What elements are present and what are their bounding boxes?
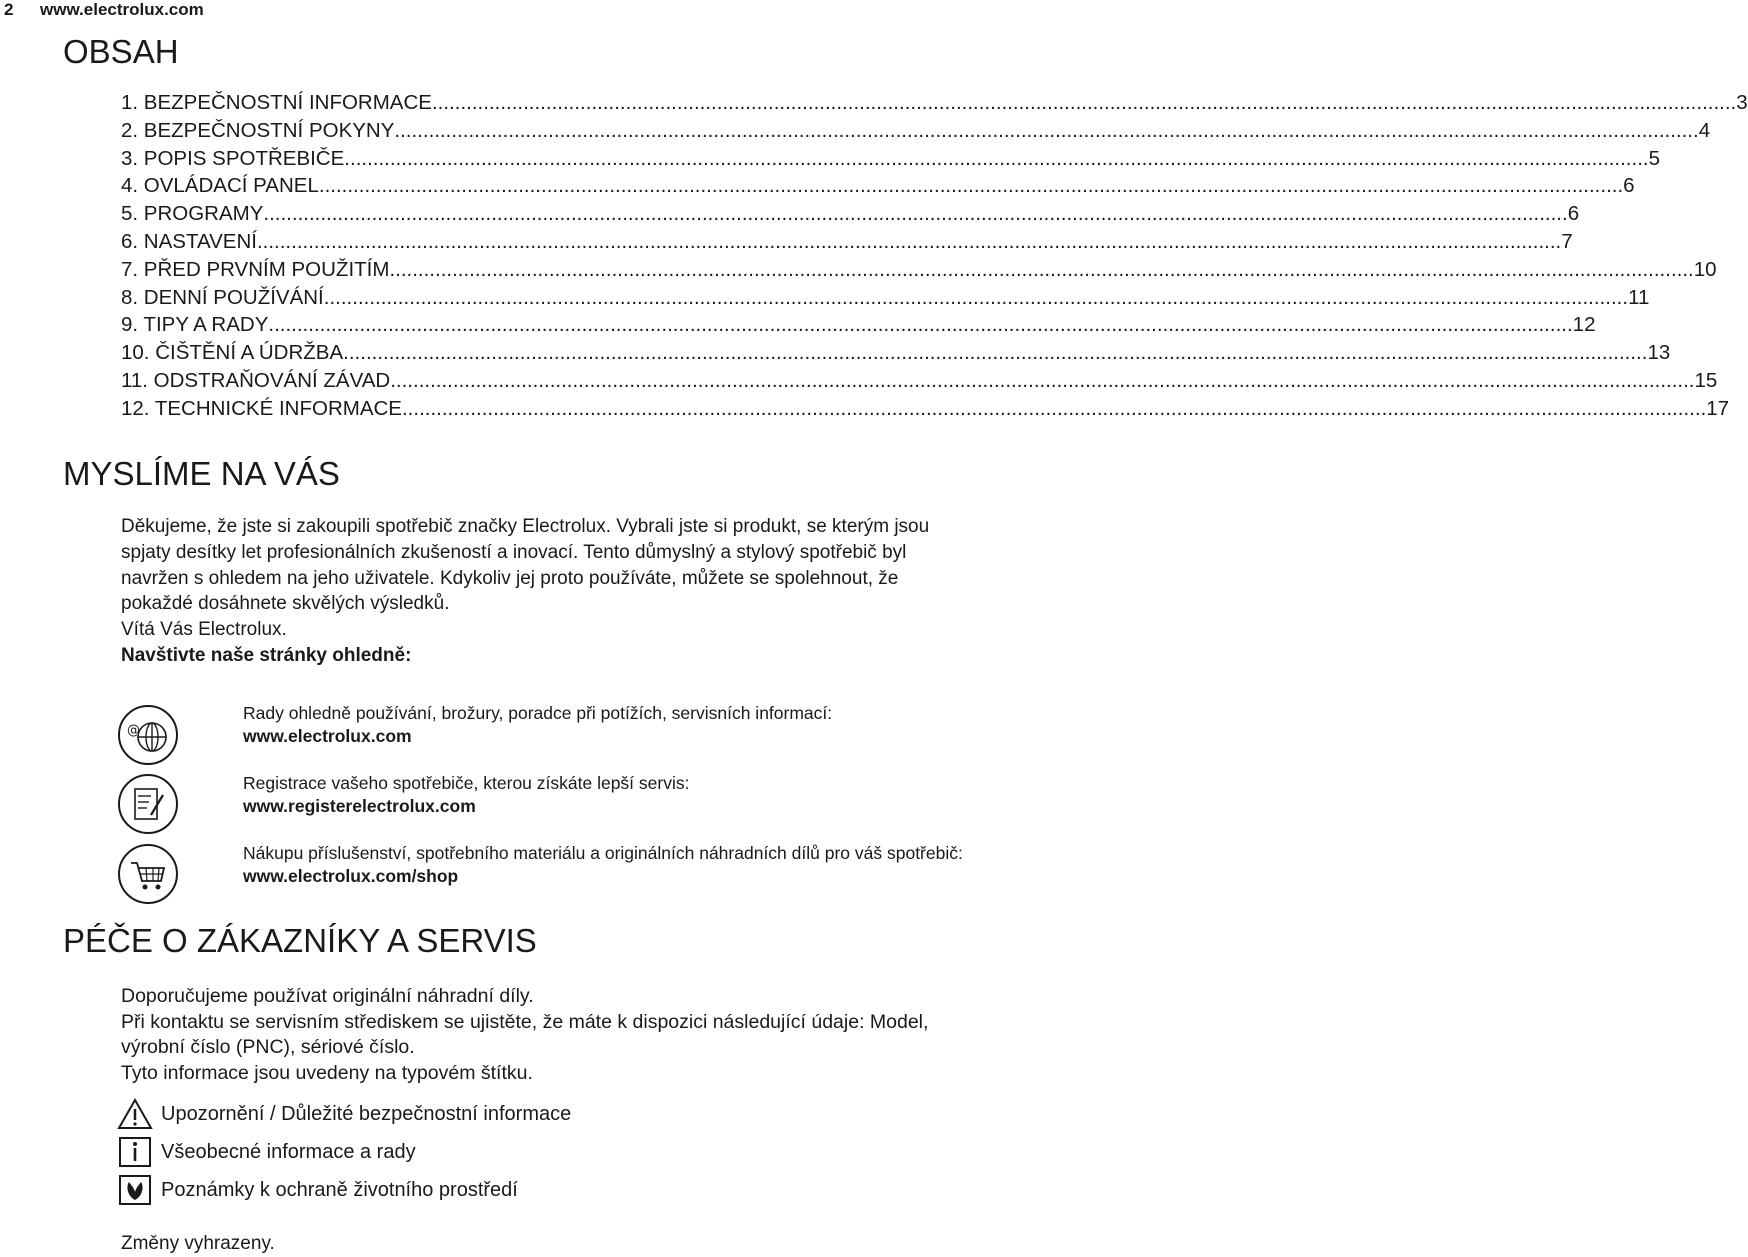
legend-item: [117, 1171, 571, 1209]
toc-item[interactable]: 5. PROGRAMY ..... 6: [121, 202, 962, 230]
link-url[interactable]: www.registerelectrolux.com: [243, 796, 476, 816]
link-description: Registrace vašeho spotřebiče, kterou získáte lepší servis:: [243, 773, 690, 793]
table-of-contents: [121, 91, 1748, 425]
toc-item[interactable]: 3. POPIS SPOTŘEBIČE ..... 5: [121, 147, 962, 175]
link-description: Nákupu příslušenství, spotřebního materiálu a originálních náhradních dílů pro váš spotřebič:: [243, 843, 963, 863]
page-header: [4, 0, 204, 20]
care-line: Tyto informace jsou uvedeny na typovém štítku.: [121, 1061, 533, 1084]
care-text: [121, 984, 961, 1086]
site-url[interactable]: www.electrolux.com: [40, 0, 204, 19]
svg-text:@: @: [127, 723, 140, 738]
toc-item[interactable]: 4. OVLÁDACÍ PANEL ..... 6: [121, 174, 962, 202]
care-line: Doporučujeme používat originální náhradní díly.: [121, 985, 534, 1007]
page-number: 2: [4, 0, 14, 19]
toc-item[interactable]: 10. ČIŠTĚNÍ A ÚDRŽBA ..... 13: [121, 341, 962, 369]
info-icon: [117, 1136, 153, 1168]
care-line: Při kontaktu se servisním střediskem se ujistěte, že máte k dispozici následující údaje: Model, výrobní číslo (PNC), sériové číslo.: [121, 1010, 929, 1059]
legend-item: [117, 1133, 571, 1171]
toc-title: OBSAH: [63, 33, 179, 70]
toc-item[interactable]: 7. PŘED PRVNÍM POUŽITÍM ..... 10: [121, 258, 962, 286]
legend-item: [117, 1095, 571, 1133]
link-url[interactable]: www.electrolux.com: [243, 726, 412, 746]
section-title-thinking: MYSLÍME NA VÁS: [63, 455, 340, 492]
warning-triangle-icon: [117, 1098, 153, 1130]
globe-icon: [117, 704, 179, 766]
visit-heading: Navštivte naše stránky ohledně:: [121, 644, 412, 666]
registration-form-icon: [117, 773, 179, 835]
toc-item[interactable]: 6. NASTAVENÍ ..... 7: [121, 230, 962, 258]
toc-item[interactable]: 9. TIPY A RADY ..... 12: [121, 313, 962, 341]
toc-item[interactable]: 2. BEZPEČNOSTNÍ POKYNY ..... 4: [121, 119, 962, 147]
toc-item[interactable]: 12. TECHNICKÉ INFORMACE ..... 17: [121, 397, 962, 425]
shopping-cart-icon: [117, 843, 179, 905]
section-title-care: PÉČE O ZÁKAZNÍKY A SERVIS: [63, 922, 537, 959]
toc-item[interactable]: 11. ODSTRAŇOVÁNÍ ZÁVAD ..... 15: [121, 369, 962, 397]
link-description: Rady ohledně používání, brožury, poradce při potížích, servisních informací:: [243, 703, 833, 723]
environment-leaf-icon: [117, 1174, 153, 1206]
footer-note: Změny vyhrazeny.: [121, 1233, 275, 1254]
symbol-legend: [117, 1095, 571, 1209]
welcome-line: Vítá Vás Electrolux.: [121, 619, 287, 641]
legend-label: Všeobecné informace a rady: [161, 1140, 416, 1163]
toc-item[interactable]: 1. BEZPEČNOSTNÍ INFORMACE ..... 3: [121, 91, 962, 119]
toc-item[interactable]: 8. DENNÍ POUŽÍVÁNÍ ..... 11: [121, 286, 962, 314]
intro-text: [121, 514, 961, 669]
legend-label: Poznámky k ochraně životního prostředí: [161, 1178, 518, 1201]
intro-paragraph: Děkujeme, že jste si zakoupili spotřebič značky Electrolux. Vybrali jste si produkt, se kterým jsou spjaty desítky let profesionálních zkušeností a inovací. Tento důmyslný a stylový spotřebič byl navržen s ohledem na jeho uživatele. Kdykoliv jej proto používáte, můžete se spolehnout, že pokaždé dosáhnete skvělých výsledků.: [121, 516, 930, 615]
link-url[interactable]: www.electrolux.com/shop: [243, 866, 459, 886]
legend-label: Upozornění / Důležité bezpečnostní informace: [161, 1102, 572, 1125]
